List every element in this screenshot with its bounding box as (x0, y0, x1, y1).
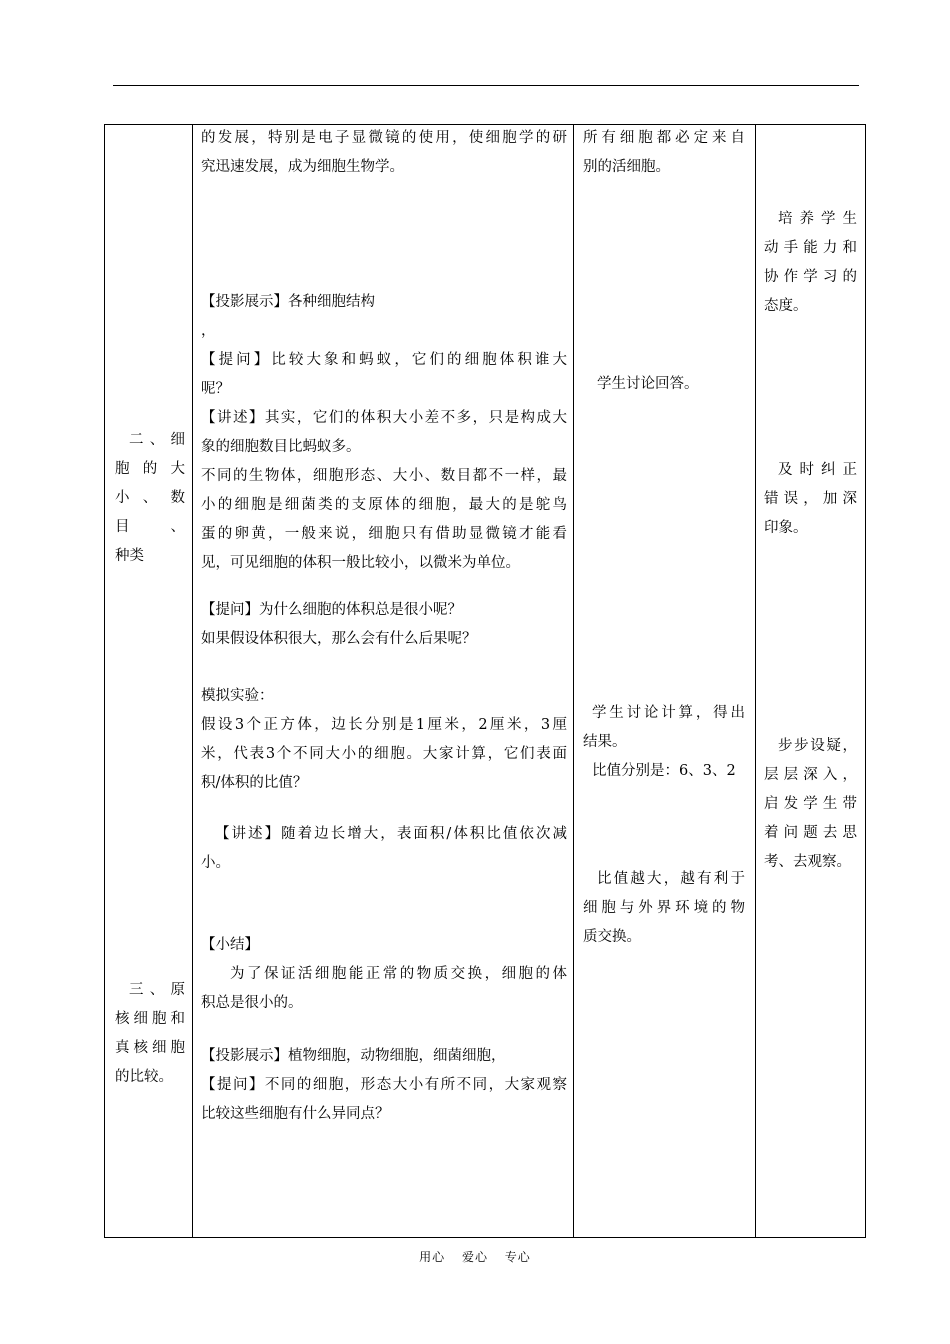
text-line: 三、原 (129, 982, 185, 998)
text-line: 假设3个正方体，边长分别是1厘米，2厘米，3厘 (201, 717, 567, 733)
text-line: 【投影展示】植物细胞，动物细胞，细菌细胞， (201, 1048, 506, 1064)
text-line: 结果。 (583, 734, 627, 750)
column-divider (573, 125, 574, 1237)
text-line: 比值分别是：6、3、2 (592, 763, 736, 779)
text-line: 积/体积的比值？ (201, 775, 308, 791)
text-line: 所有细胞都必定来自 (583, 130, 745, 146)
text-line: 启发学生带 (764, 796, 857, 812)
text-line: 究迅速发展，成为细胞生物学。 (201, 159, 404, 175)
text-line: 核细胞和 (115, 1011, 185, 1027)
text-line: 比值越大，越有利于 (597, 871, 745, 887)
text-line: 蛋的卵黄，一般来说，细胞只有借助显微镜才能看 (201, 526, 567, 542)
teacher-text-explanation (201, 820, 567, 878)
intent-text-cooperation (764, 205, 857, 321)
student-text-ratio (583, 865, 745, 952)
section-title-cell-size (115, 426, 185, 571)
teacher-text-question (201, 596, 567, 654)
text-line: 小的细胞是细菌类的支原体的细胞，最大的是鸵鸟 (201, 497, 567, 513)
intent-text-correction (764, 456, 857, 543)
text-line: 动手能力和 (764, 240, 857, 256)
student-text-discuss (583, 370, 745, 399)
text-line: 【讲述】其实，它们的体积大小差不多，只是构成大 (201, 410, 567, 426)
text-line: 协作学习的 (764, 269, 857, 285)
text-line: ， (201, 323, 216, 339)
text-line: 积总是很小的。 (201, 995, 303, 1011)
text-line: 真核细胞 (115, 1040, 185, 1056)
text-line: 胞的大 (115, 461, 185, 477)
text-line: 米，代表3个不同大小的细胞。大家计算，它们表面 (201, 746, 567, 762)
text-line: 学生讨论回答。 (597, 376, 699, 392)
column-divider (755, 125, 756, 1237)
text-line: 【小结】 (201, 937, 259, 953)
text-line: 的比较。 (115, 1069, 173, 1085)
student-text-calculate (583, 699, 745, 786)
text-line: 学生讨论计算，得出 (592, 705, 745, 721)
text-line: 种类 (115, 548, 144, 564)
text-line: 二、细 (129, 432, 185, 448)
text-line: 步步设疑， (778, 738, 857, 754)
text-line: 小。 (201, 855, 230, 871)
text-line: 如果假设体积很大，那么会有什么后果呢？ (201, 631, 477, 647)
text-line: 印象。 (764, 520, 808, 536)
text-line: 不同的生物体，细胞形态、大小、数目都不一样，最 (201, 468, 567, 484)
text-line: 及时纠正 (778, 462, 857, 478)
column-divider (192, 125, 193, 1237)
text-line: 考、去观察。 (764, 854, 851, 870)
teacher-text-cell-size (201, 288, 567, 578)
text-line: 小、数目、 (115, 490, 185, 535)
text-line: 培养学生 (778, 211, 857, 227)
teacher-text-cell-types (201, 1042, 567, 1129)
text-line: 【提问】不同的细胞，形态大小有所不同，大家观察 (201, 1077, 567, 1093)
student-text-origin (583, 124, 745, 182)
text-line: 【投影展示】各种细胞结构 (201, 294, 375, 310)
section-title-cell-comparison (115, 976, 185, 1092)
text-line: 细胞与外界环境的物 (583, 900, 745, 916)
text-line: 呢？ (201, 381, 230, 397)
text-line: 的发展，特别是电子显微镜的使用，使细胞学的研 (201, 130, 567, 146)
text-line: 态度。 (764, 298, 808, 314)
text-line: 着问题去思 (764, 825, 857, 841)
teacher-text-experiment (201, 682, 567, 798)
intent-text-inquiry (764, 732, 857, 877)
text-line: 比较这些细胞有什么异同点？ (201, 1106, 390, 1122)
text-line: 见，可见细胞的体积一般比较小，以微米为单位。 (201, 555, 520, 571)
teacher-text-summary (201, 931, 567, 1018)
page-footer: 用心 爱心 专心 (419, 1250, 531, 1264)
header-rule (113, 85, 859, 86)
text-line: 模拟实验： (201, 688, 274, 704)
text-line: 【提问】为什么细胞的体积总是很小呢？ (201, 602, 462, 618)
text-line: 象的细胞数目比蚂蚁多。 (201, 439, 361, 455)
text-line: 别的活细胞。 (583, 159, 670, 175)
text-line: 【提问】比较大象和蚂蚁，它们的细胞体积谁大 (201, 352, 567, 368)
text-line: 错误，加深 (764, 491, 857, 507)
text-line: 层层深入， (764, 767, 857, 783)
text-line: 为了保证活细胞能正常的物质交换，细胞的体 (230, 966, 567, 982)
text-line: 质交换。 (583, 929, 641, 945)
teacher-text-development (201, 124, 567, 182)
text-line: 【讲述】随着边长增大，表面积/体积比值依次减 (215, 826, 567, 842)
